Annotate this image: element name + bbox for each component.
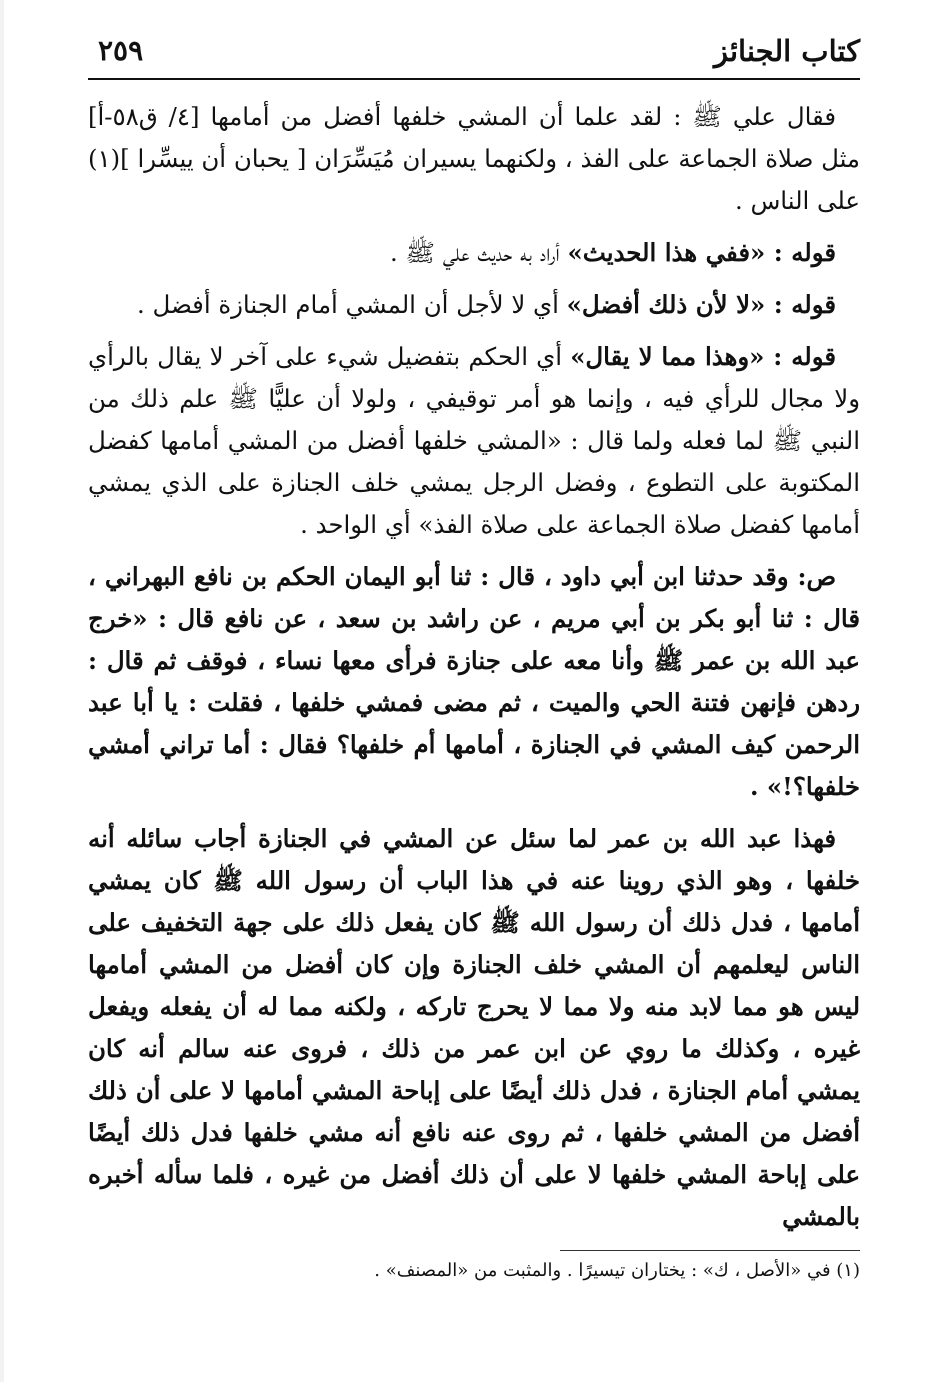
paragraph-3-keyword: قوله : «لا لأن ذلك أفضل» bbox=[566, 290, 836, 319]
paragraph-2-keyword: قوله : «ففي هذا الحديث» bbox=[567, 238, 836, 267]
paragraph-5-hadith: ص: وقد حدثنا ابن أبي داود ، قال : ثنا أبو اليمان الحكم بن نافع البهراني ، قال : ثنا أبو بكر بن أبي مريم ، عن راشد بن سعد ، عن نافع قال : «خرج عبد الله بن عمر ﷺ وأنا معه على جنازة فرأى معها نساء ، فوقف ثم قال : ردهن فإنهن فتنة الحي والميت ، ثم مضى فمشي خلفها ، فقلت : يا أبا عبد الرحمن كيف المشي في الجنازة ، أمامها أم خلفها؟ فقال : أما تراني أمشي خلفها؟!» . bbox=[88, 562, 860, 801]
page-edge-shadow bbox=[0, 0, 4, 1382]
paragraph-4-text: أي الحكم بتفضيل شيء على آخر لا يقال بالرأي ولا مجال للرأي فيه ، وإنما هو أمر توقيفي ، ولولا أن عليًّا ﷺ علم ذلك من النبي ﷺ لما فعله ولما قال : «المشي خلفها أفضل من المشي أمامها كفضل المكتوبة على التطوع ، وفضل الرجل يمشي خلف الجنازة على الذي يمشي أمامها كفضل صلاة الجماعة على صلاة الفذ» أي الواحد . bbox=[88, 342, 860, 539]
paragraph-4 bbox=[88, 336, 860, 546]
running-title: كتاب الجنائز bbox=[713, 34, 860, 68]
page-number: ٢٥٩ bbox=[98, 34, 144, 67]
paragraph-3-text: أي لا لأجل أن المشي أمام الجنازة أفضل . bbox=[137, 290, 567, 319]
paragraph-3 bbox=[88, 284, 860, 326]
footnote: (١) في «الأصل ، ك» : يختاران تيسيرًا . والمثبت من «المصنف» . bbox=[374, 1260, 860, 1281]
paragraph-2 bbox=[88, 232, 860, 274]
body-text bbox=[88, 96, 860, 1248]
paragraph-1: فقال علي ﷺ : لقد علما أن المشي خلفها أفضل من أمامها [٤/ ق٥٨-أ] مثل صلاة الجماعة على الفذ ، ولكنهما يسيران مُيَسِّرَان [ يحبان أن ييسِّرا ](١) على الناس . bbox=[88, 102, 860, 215]
paragraph-6-commentary: فهذا عبد الله بن عمر لما سئل عن المشي في الجنازة أجاب سائله أنه خلفها ، وهو الذي روينا عنه في هذا الباب أن رسول الله ﷺ كان يمشي أمامها ، فدل ذلك أن رسول الله ﷺ كان يفعل ذلك على جهة التخفيف على الناس ليعلمهم أن المشي خلف الجنازة وإن كان أفضل من المشي أمامها ليس هو مما لابد منه ولا مما لا يحرج تاركه ، ولكنه مما له أن يفعله ويفعل غيره ، وكذلك ما روي عن ابن عمر من ذلك ، فروى عنه سالم أنه كان يمشي أمام الجنازة ، فدل ذلك أيضًا على إباحة المشي أمامها لا على أن ذلك أفضل من المشي خلفها ، ثم روى عنه نافع أنه مشي خلفها فدل ذلك أيضًا على إباحة المشي خلفها لا على أن ذلك أفضل من غيره ، فلما سأله أخبره بالمشي bbox=[88, 824, 860, 1231]
page-header bbox=[88, 26, 860, 80]
paragraph-4-keyword: قوله : «وهذا مما لا يقال» bbox=[570, 342, 836, 371]
paragraph-2-text: أراد به حديث علي ﷺ . bbox=[390, 238, 568, 267]
footnote-divider bbox=[560, 1250, 860, 1251]
